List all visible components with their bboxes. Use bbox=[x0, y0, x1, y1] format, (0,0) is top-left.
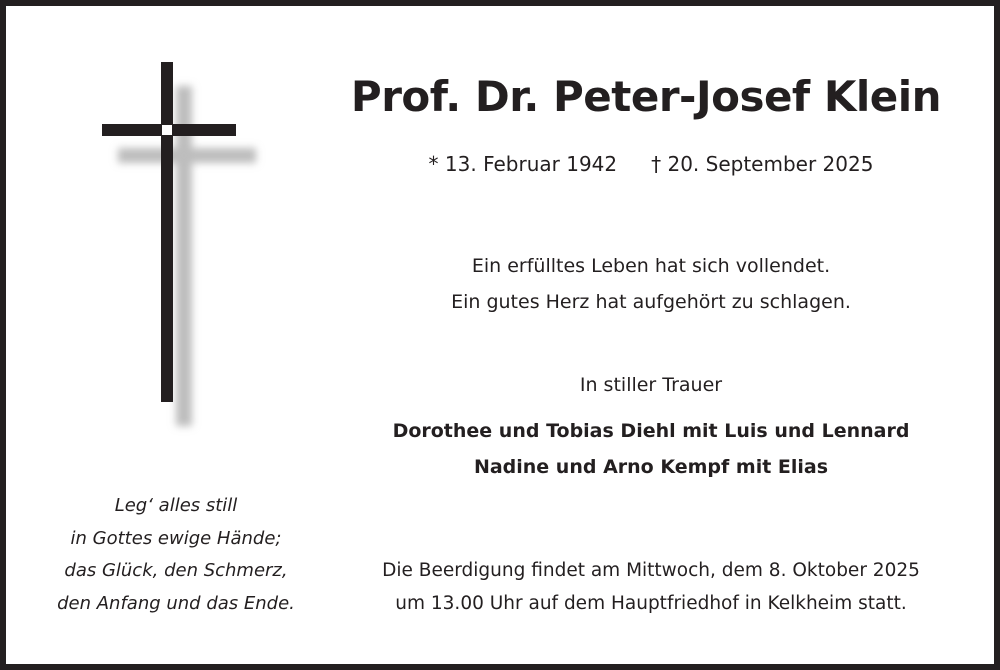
funeral-line: Die Beerdigung findet am Mittwoch, dem 8. Oktober 2025 bbox=[382, 560, 920, 581]
mourner-line: Dorothee und Tobias Diehl mit Luis und Lennard bbox=[392, 420, 910, 442]
poem bbox=[26, 490, 326, 620]
poem-line: in Gottes ewige Hände; bbox=[70, 527, 282, 549]
cross-icon bbox=[96, 56, 266, 436]
birth-date: * 13. Februar 1942 bbox=[428, 152, 618, 176]
funeral-line: um 13.00 Uhr auf dem Hauptfriedhof in Kelkheim statt. bbox=[395, 593, 907, 614]
motto-line: Ein gutes Herz hat aufgehört zu schlagen. bbox=[451, 291, 851, 313]
deceased-name: Prof. Dr. Peter-Josef Klein bbox=[350, 72, 942, 121]
poem-line: Leg‘ alles still bbox=[114, 495, 238, 516]
cross-shadow bbox=[118, 86, 256, 426]
poem-line: den Anfang und das Ende. bbox=[57, 592, 295, 614]
funeral-info bbox=[346, 554, 956, 620]
cross-bars bbox=[102, 62, 236, 402]
motto bbox=[366, 248, 936, 320]
mourner-line: Nadine und Arno Kempf mit Elias bbox=[473, 456, 829, 478]
poem-line: das Glück, den Schmerz, bbox=[64, 560, 288, 581]
mourning-heading: In stiller Trauer bbox=[579, 374, 723, 396]
motto-line: Ein erfülltes Leben hat sich vollendet. bbox=[471, 255, 831, 277]
mourners-list bbox=[336, 413, 966, 485]
life-dates bbox=[366, 152, 936, 176]
death-date: † 20. September 2025 bbox=[651, 152, 874, 176]
